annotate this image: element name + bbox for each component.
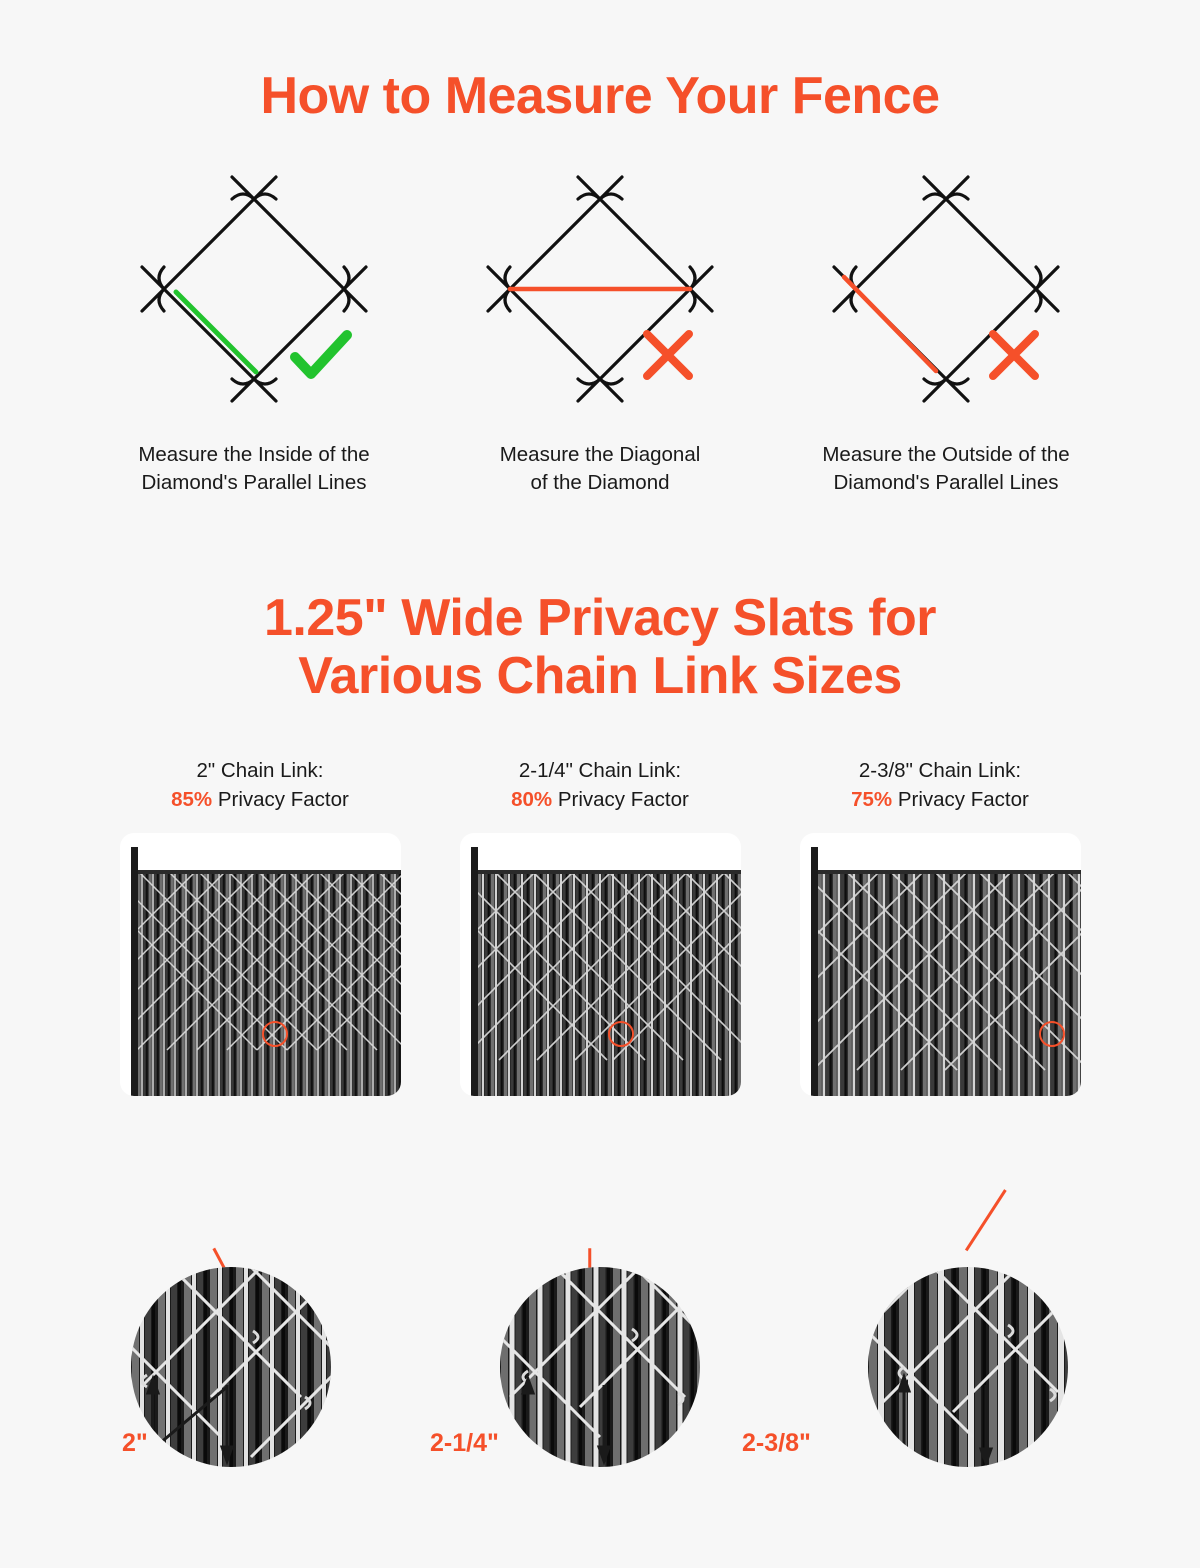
fence-photo-card-2-1-4in [460,833,741,1096]
zoom-detail-2in [131,1267,331,1467]
page-title-measure-fence: How to Measure Your Fence [260,67,940,125]
zoom-marker-2in [262,1021,288,1047]
check-icon [289,329,353,383]
fence-top-rail [474,870,741,874]
fence-post [471,847,478,1096]
measure-method-inside [81,159,427,496]
privacy-factor-value: 75% [851,787,893,811]
slat-heading-2-3-8in: 2-3/8" Chain Link: 75% Privacy Factor [851,759,1029,811]
zoom-marker-2-3-8in [1039,1021,1065,1047]
fence-post [811,847,818,1096]
measure-caption-inside: Measure the Inside of the Diamond's Parallel Lines [138,443,370,494]
privacy-factor-value: 80% [511,787,553,811]
chainlink-diagram-outside [796,159,1096,429]
fence-top-rail [134,870,401,874]
zoom-connector-2-3-8in [965,1189,1006,1251]
fence-photo-2-1-4in [477,870,741,1096]
cross-icon [986,327,1042,383]
fence-photo-card-2-3-8in [800,833,1081,1096]
page-title-privacy-slats: 1.25" Wide Privacy Slats for Various Chain Link Sizes [263,588,937,705]
fence-post [131,847,138,1096]
privacy-factor-value: 85% [171,787,213,811]
dimension-label-2-1-4in: 2-1/4" [430,1429,499,1457]
privacy-slats-row [0,757,1200,1457]
measure-methods-row [0,159,1200,496]
fence-photo-2-3-8in [817,870,1081,1096]
measure-method-outside [773,159,1119,496]
fence-photo-2in [137,870,401,1096]
slat-option-2-3-8in [742,757,1110,1457]
dimension-label-2in: 2" [122,1429,148,1457]
chainlink-diagram-diagonal [450,159,750,429]
chainlink-diagram-inside [104,159,404,429]
cross-icon [640,327,696,383]
zoom-detail-2-3-8in [868,1267,1068,1467]
measure-line-inside [176,292,256,372]
slat-heading-2-1-4in: 2-1/4" Chain Link: 80% Privacy Factor [511,759,689,811]
measure-method-diagonal [427,159,773,496]
slat-option-2-1-4in [430,757,770,1457]
fence-top-rail [814,870,1081,874]
slat-heading-2in: 2" Chain Link: 85% Privacy Factor [171,759,349,811]
slat-option-2in [90,757,430,1457]
zoom-detail-2-1-4in [500,1267,700,1467]
measure-caption-outside: Measure the Outside of the Diamond's Parallel Lines [822,443,1070,494]
measure-line-outside [844,277,936,371]
zoom-marker-2-1-4in [608,1021,634,1047]
fence-photo-card-2in [120,833,401,1096]
dimension-label-2-3-8in: 2-3/8" [742,1429,811,1457]
measure-caption-diagonal: Measure the Diagonal of the Diamond [499,443,701,494]
